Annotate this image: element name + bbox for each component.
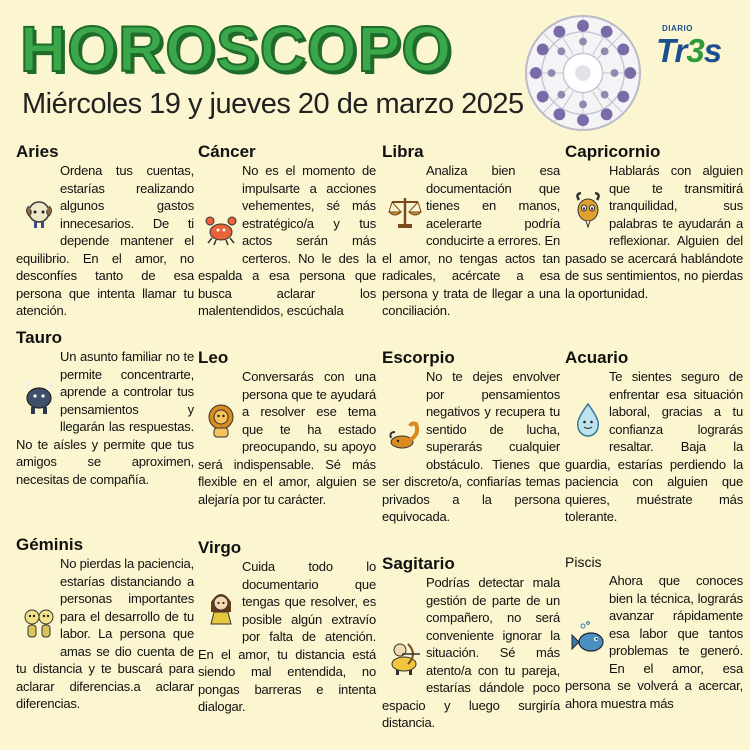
horoscope-leo xyxy=(198,348,376,508)
sign-text xyxy=(382,368,560,526)
horoscope-piscis xyxy=(565,552,743,712)
lion-icon xyxy=(204,402,238,440)
sign-body: Analiza bien esa documentación que tienes en manos, acelerarte podría conducirte a errores. En el amor, no tengas actos tan radicales, acércate a esa persona y trata de llegar a una conciliación. xyxy=(382,163,560,318)
horoscope-geminis xyxy=(16,535,194,713)
fish-icon xyxy=(571,620,605,658)
sign-name: Escorpio xyxy=(382,348,455,367)
ram-icon xyxy=(22,192,56,230)
horoscope-virgo xyxy=(198,538,376,716)
sign-body: Hablarás con alguien que te transmitirá tranquilidad, sus palabras te ayudarán a reflexionar. Alguien del pasado se acercará hablándote de sus sentimientos, no pierdas la oportunidad. xyxy=(565,163,743,301)
sign-name: Tauro xyxy=(16,328,62,347)
maiden-icon xyxy=(204,588,238,626)
logo-wordmark xyxy=(656,32,721,70)
logo-part-a: Tr xyxy=(656,32,687,69)
sign-text xyxy=(16,348,194,488)
sign-body: Te sientes seguro de enfrentar esa situación laboral, gracias a tu confianza lograrás resaltar. Baja la guardia, estarías perdiendo la paciencia con alguien que quieres, muéstrate más tolerante. xyxy=(565,369,743,524)
header xyxy=(0,0,750,140)
scorpion-icon xyxy=(388,416,422,454)
horoscope-capricornio xyxy=(565,142,743,302)
sign-name: Virgo xyxy=(198,538,242,557)
scales-icon xyxy=(388,192,422,230)
sign-body: No es el momento de impulsarte a acciones vehementes, sé más estratégico/a y tus actos serán más certeros. No le des la espalda a esa persona que busca aclarar los malentendidos, escúchala xyxy=(198,163,376,318)
bull-icon xyxy=(22,378,56,416)
sign-text xyxy=(382,574,560,732)
sign-body: No pierdas la paciencia, estarías distanciando a personas importantes para el desarrollo de tu labor. La persona que amas se dio cuenta de tu distancia y te buscará para aclarar diferencias.a aclarar diferencias. xyxy=(16,556,194,711)
horoscope-aries xyxy=(16,142,194,320)
sign-name: Aries xyxy=(16,142,59,161)
sign-text xyxy=(198,368,376,508)
horoscope-sagitario xyxy=(382,554,560,732)
sign-name: Leo xyxy=(198,348,229,367)
newspaper-logo xyxy=(654,24,734,76)
zodiac-wheel-icon xyxy=(524,14,642,132)
twins-icon xyxy=(22,603,56,641)
horoscope-escorpio xyxy=(382,348,560,526)
sign-text xyxy=(198,162,376,320)
horoscope-acuario xyxy=(565,348,743,526)
sign-text xyxy=(382,162,560,320)
sign-body: Cuida todo lo documentario que tengas que resolver, es posible algún extravío por falta de atención. En el amor, tu distancia está siendo mal entendida, no pongas barreras e intenta dialogar. xyxy=(198,559,376,714)
sign-body: Conversarás con una persona que te ayudará a resolver ese tema que te ha estado preocupando, su apoyo será indispensable. Sé más flexible en el amor, alguien se alejaría por tu carácter. xyxy=(198,369,376,507)
sign-name: Capricornio xyxy=(565,142,661,161)
sign-body: Podrías detectar mala gestión de parte de un compañero, no será conveniente ignorar la situación. Sé más atento/a con tu pareja, estarías dándole poco espacio y luego surgiría distancia. xyxy=(382,575,560,730)
sign-body: No te dejes envolver por pensamientos negativos y recupera tu sentido de lucha, superarás cualquier obstáculo. Tienes que ser discreto/a, confiarías temas privados a la persona equivocada. xyxy=(382,369,560,524)
logo-part-c: s xyxy=(703,32,722,69)
sign-name: Acuario xyxy=(565,348,629,367)
page-title: HOROSCOPO xyxy=(20,13,453,85)
sign-name: Piscis xyxy=(565,554,602,570)
sign-text xyxy=(565,572,743,712)
sign-text xyxy=(16,162,194,320)
sign-name: Géminis xyxy=(16,535,84,554)
crab-icon xyxy=(204,210,238,248)
horoscope-libra xyxy=(382,142,560,320)
sign-name: Cáncer xyxy=(198,142,256,161)
sign-body: Un asunto familiar no te permite concentrarte, aprende a controlar tus pensamientos y llegarán las respuestas. No te aísles y permite que tus amigos se aproximen, necesitas de compañía. xyxy=(16,349,194,487)
date-line: Miércoles 19 y jueves 20 de marzo 2025 xyxy=(22,88,524,120)
sign-name: Sagitario xyxy=(382,554,455,573)
horoscope-tauro xyxy=(16,328,194,488)
sign-text xyxy=(198,558,376,716)
archer-icon xyxy=(388,638,422,676)
sign-body: Ordena tus cuentas, estarías realizando algunos gastos innecesarios. De ti depende mantener el equilibrio. En el amor, no desconfíes tanto de esa persona que intenta llamar tu atención. xyxy=(16,163,194,318)
sign-body: Ahora que conoces bien la técnica, lograrás avanzar rápidamente esa labor que tantos problemas te generó. En el amor, esa persona se volverá a acercar, ahora muestra más xyxy=(565,573,743,711)
logo-part-b: 3 xyxy=(686,32,704,69)
goat-icon xyxy=(571,192,605,230)
sign-text xyxy=(16,555,194,713)
sign-text xyxy=(565,368,743,526)
logo-caption: DIARIO xyxy=(662,24,693,33)
horoscope-cancer xyxy=(198,142,376,320)
sign-text xyxy=(565,162,743,302)
sign-name: Libra xyxy=(382,142,424,161)
water-drop-icon xyxy=(571,400,605,438)
